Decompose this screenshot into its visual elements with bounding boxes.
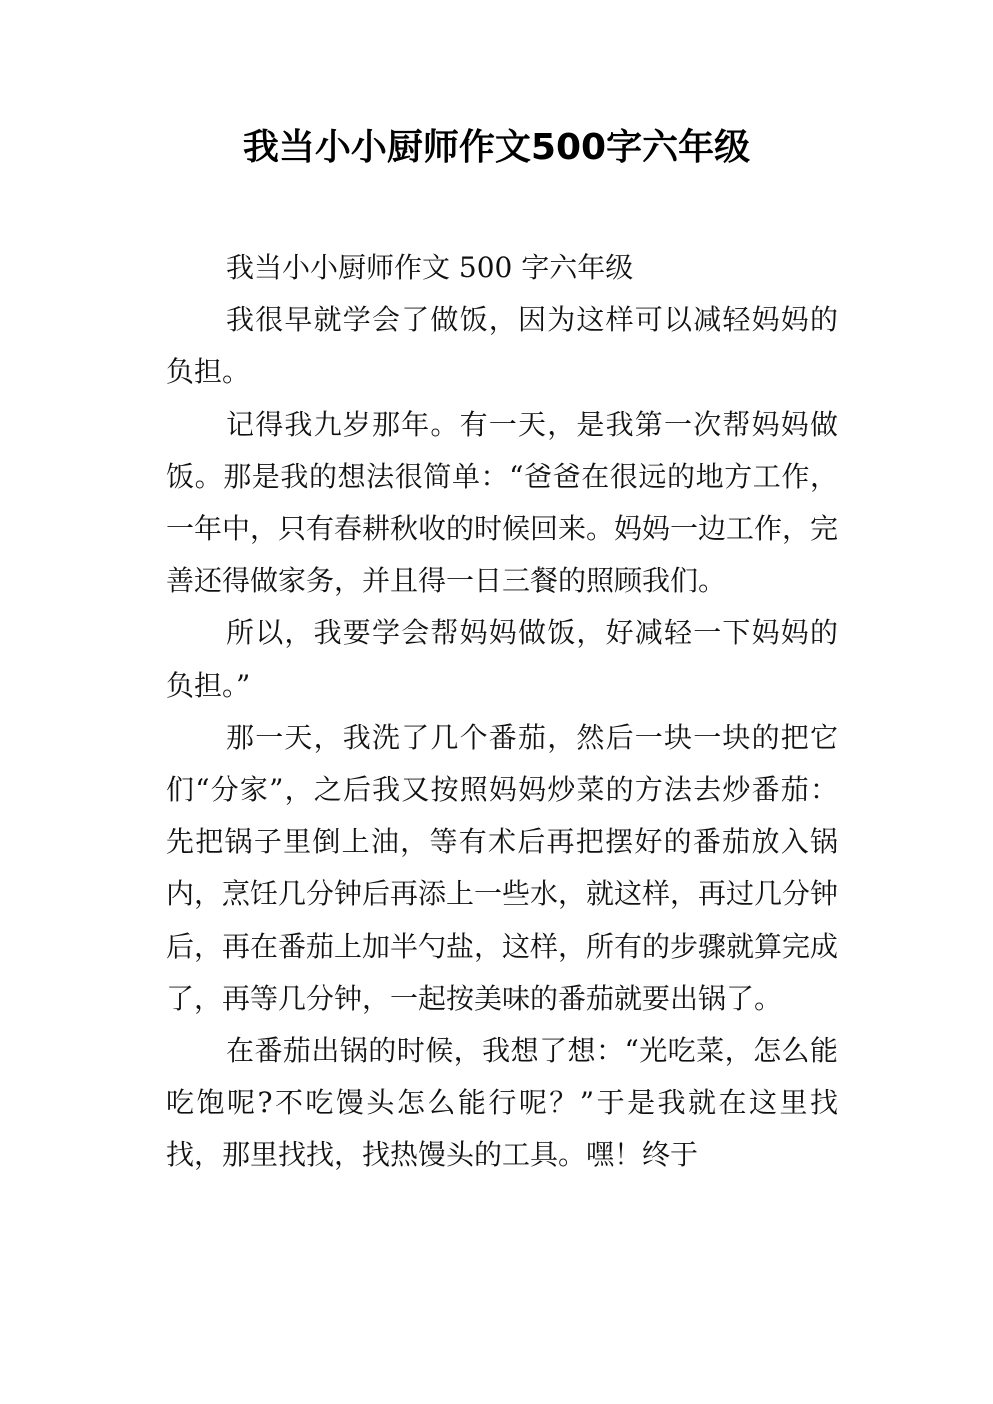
- paragraph-subtitle: 我当小小厨师作文 500 字六年级: [226, 251, 634, 284]
- document-body: [166, 242, 838, 1182]
- paragraph: 记得我九岁那年。有一天，是我第一次帮妈妈做饭。那是我的想法很简单：“爸爸在很远的地方工作，一年中，只有春耕秋收的时候回来。妈妈一边工作，完善还得做家务，并且得一日三餐的照顾我们。: [166, 407, 839, 598]
- paragraph: 在番茄出锅的时候，我想了想：“光吃菜，怎么能吃饱呢?不吃馒头怎么能行呢？”于是我就在这里找找，那里找找，找热馒头的工具。嘿！终于: [166, 1034, 838, 1172]
- paragraph: 我很早就学会了做饭，因为这样可以减轻妈妈的负担。: [166, 303, 838, 389]
- paragraph: 那一天，我洗了几个番茄，然后一块一块的把它们“分家”，之后我又按照妈妈炒菜的方法去炒番茄：先把锅子里倒上油，等有术后再把摆好的番茄放入锅内，烹饪几分钟后再添上一些水，就这样，再过几分钟后，再在番茄上加半勺盐，这样，所有的步骤就算完成了，再等几分钟，一起按美味的番茄就要出锅了。: [166, 720, 839, 1015]
- paragraph: 所以，我要学会帮妈妈做饭，好减轻一下妈妈的负担。”: [166, 616, 838, 702]
- document-title: 我当小小厨师作文500字六年级: [242, 127, 751, 168]
